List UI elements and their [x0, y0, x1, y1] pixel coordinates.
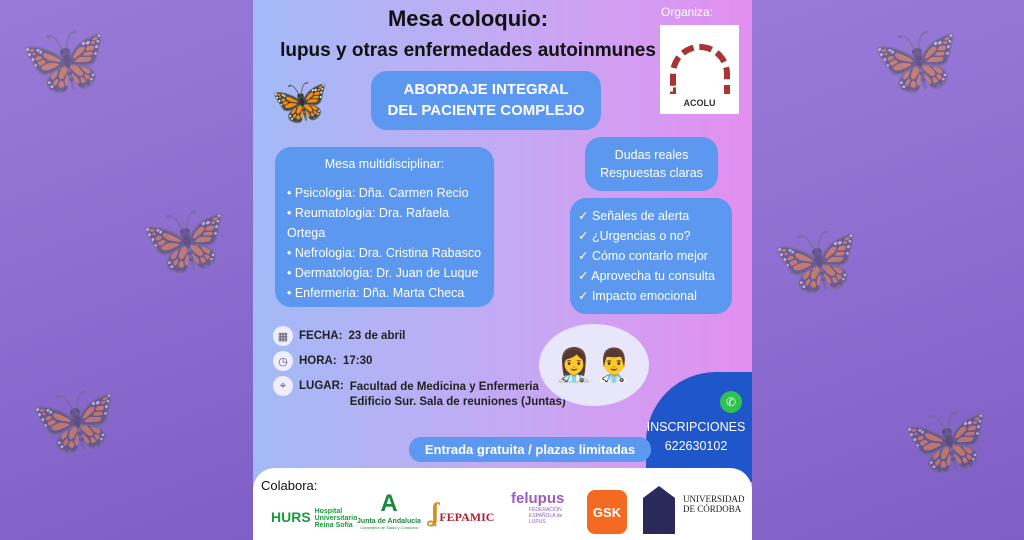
uco-logo: UNIVERSIDAD DE CÓRDOBA	[683, 494, 745, 514]
whatsapp-icon[interactable]: ✆	[720, 391, 742, 413]
fepamic-logo: ʆFEPAMIC	[431, 498, 495, 527]
inscripciones-info	[646, 418, 746, 456]
acolu-logo: ACOLU	[660, 25, 739, 114]
banner-line: ABORDAJE INTEGRAL	[403, 81, 569, 98]
phone-number[interactable]: 622630102	[664, 439, 728, 453]
checklist-item: ✓ Señales de alerta	[578, 209, 690, 223]
lugar-row: ⌖ LUGAR: Facultad de Medicina y Enfermeria Edificio Sur. Sala de reuniones (Juntas)	[273, 376, 566, 410]
dudas-box	[585, 137, 718, 191]
check-icon: ✓	[578, 269, 592, 283]
lugar-line: Edificio Sur. Sala de reuniones (Juntas)	[349, 396, 566, 408]
butterfly-icon: 🦋	[140, 201, 228, 279]
mesa-heading: Mesa multidisciplinar:	[324, 157, 445, 171]
butterfly-icon: 🦋	[872, 21, 960, 99]
entrada-banner: Entrada gratuita / plazas limitadas	[409, 437, 651, 462]
lugar-line: Facultad de Medicina y Enfermeria	[349, 381, 539, 393]
checklist-item: ✓ Cómo contarlo mejor	[578, 249, 708, 263]
checklist-item: ✓ Aprovecha tu consulta	[578, 269, 715, 283]
checklist-item: ✓ Impacto emocional	[578, 289, 697, 303]
checklist-panel	[570, 198, 732, 314]
doctors-illustration: 👩‍⚕️👨‍⚕️	[539, 324, 649, 406]
butterfly-icon: 🦋	[20, 21, 108, 99]
felupus-logo: felupus FEDERACIÓN ESPAÑOLA de LUPUS	[511, 490, 565, 525]
dudas-line: Respuestas claras	[600, 166, 703, 180]
check-icon: ✓	[578, 249, 592, 263]
check-icon: ✓	[578, 209, 592, 223]
mesa-panel	[275, 147, 494, 307]
sponsors-bar	[253, 468, 752, 540]
speaker-item: • Dermatologia: Dr. Juan de Luque	[287, 266, 479, 280]
event-poster	[253, 0, 752, 540]
banner-line: DEL PACIENTE COMPLEJO	[387, 102, 585, 119]
butterfly-icon: 🦋	[271, 75, 329, 127]
butterfly-icon: 🦋	[772, 221, 860, 299]
background-right	[752, 0, 1024, 540]
dudas-line: Dudas reales	[614, 148, 689, 162]
junta-logo: A Junta de Andalucía Consejería de Salud y Consumo	[357, 490, 421, 530]
poster-title: Mesa coloquio:	[387, 6, 549, 31]
speaker-item: • Psicologia: Dña. Carmen Recio	[287, 186, 469, 200]
organiza-label: Organiza:	[661, 5, 714, 19]
location-pin-icon: ⌖	[273, 376, 293, 396]
uco-shield-icon	[643, 486, 675, 534]
hora-row: ◷ HORA: 17:30	[273, 351, 372, 371]
speaker-item: • Nefrologia: Dra. Cristina Rabasco	[287, 246, 482, 260]
check-icon: ✓	[578, 229, 592, 243]
hurs-logo: HURS Hospital Universitario Reina Sofía	[271, 508, 358, 529]
speaker-item: • Enfermeria: Dña. Marta Checa	[287, 286, 465, 300]
poster-subtitle: lupus y otras enfermedades autoinmunes	[280, 40, 656, 61]
speaker-item: • Reumatologia: Dra. Rafaela Ortega	[287, 206, 450, 240]
check-icon: ✓	[578, 289, 592, 303]
checklist-item: ✓ ¿Urgencias o no?	[578, 229, 691, 243]
clock-icon: ◷	[273, 351, 293, 371]
calendar-icon: ▦	[273, 326, 293, 346]
gsk-logo: GSK	[587, 490, 627, 534]
background-left	[0, 0, 253, 540]
fecha-row: ▦ FECHA: 23 de abril	[273, 326, 405, 346]
inscripciones-label: INSCRIPCIONES	[646, 420, 746, 434]
colabora-label: Colabora:	[261, 478, 318, 493]
butterfly-icon: 🦋	[902, 401, 990, 479]
butterfly-icon: 🦋	[30, 381, 118, 459]
banner	[371, 71, 601, 130]
